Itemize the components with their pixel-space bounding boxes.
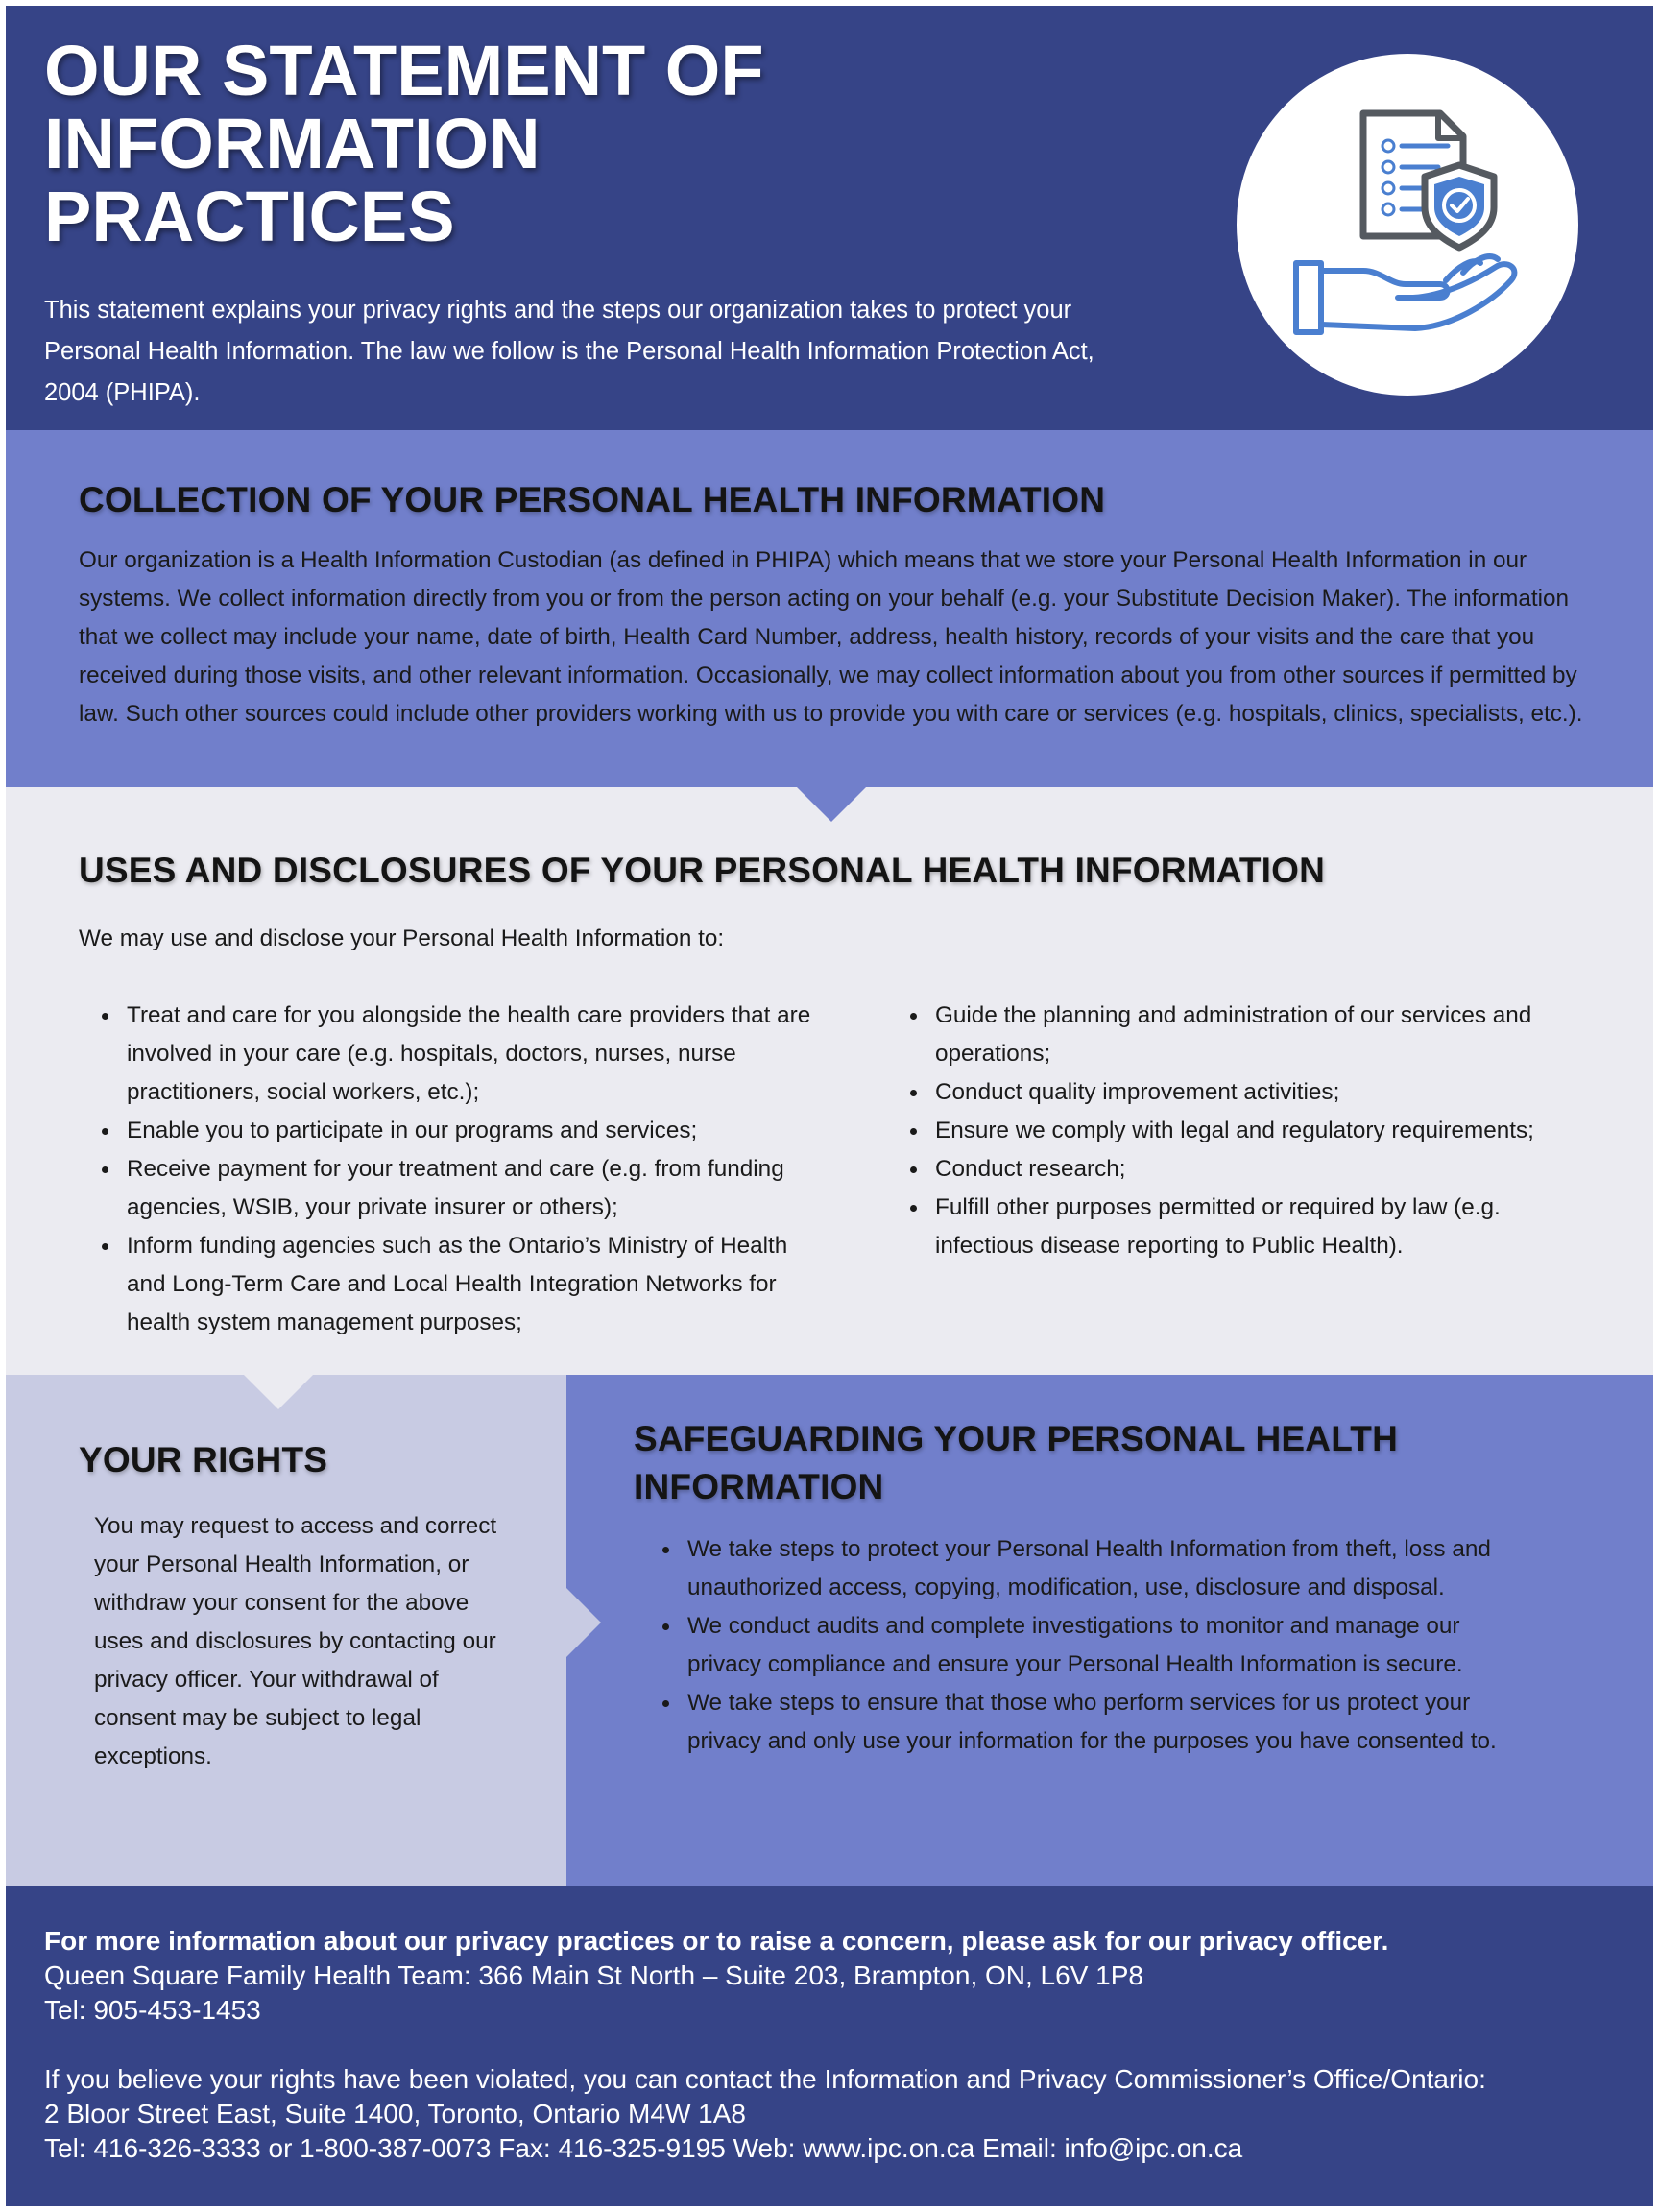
contact-footer [6, 1886, 1653, 2206]
uses-section [6, 787, 1653, 1375]
section-divider-arrow [566, 1588, 601, 1657]
uses-heading: USES AND DISCLOSURES OF YOUR PERSONAL HEALTH INFORMATION [79, 851, 1326, 890]
list-item: Treat and care for you alongside the health care providers that are involved in your care (e.g. hospitals, doctors, nurses, nurse practitioners, social workers, etc.); [98, 997, 818, 1112]
collection-section [6, 430, 1653, 787]
section-divider-arrow [797, 787, 866, 822]
uses-list-left [98, 997, 818, 1342]
uses-list-right [906, 997, 1598, 1265]
safeguarding-list [659, 1530, 1523, 1761]
rights-body: You may request to access and correct your Personal Health Information, or withdraw your consent for the above uses and disclosures by contacting our privacy officer. Your withdrawal of consent may be subject to legal exceptions. [94, 1513, 497, 1769]
list-item: Receive payment for your treatment and care (e.g. from funding agencies, WSIB, your private insurer or others); [98, 1150, 818, 1227]
checklist-icon [1382, 140, 1394, 215]
safeguarding-heading: SAFEGUARDING YOUR PERSONAL HEALTH INFORMATION [634, 1419, 1398, 1506]
footer-lead: For more information about our privacy practices or to raise a concern, please ask for our privacy officer. [44, 1926, 1389, 1956]
page-title: OUR STATEMENT OF INFORMATION PRACTICES [44, 31, 764, 256]
hand-icon [1321, 264, 1514, 328]
list-item: We take steps to protect your Personal Health Information from theft, loss and unauthorized access, copying, modification, use, disclosure and disposal. [659, 1530, 1523, 1607]
document-shield-hand-icon [1237, 54, 1578, 396]
collection-body: Our organization is a Health Information Custodian (as defined in PHIPA) which means that we store your Personal Health Information in our systems. We collect information directly from you or from the person acting on your behalf (e.g. your Substitute Decision Maker). The information that we collect may include your name, date of birth, Health Card Number, address, health history, records of your visits and the care that you received during those visits, and other relevant information. Occasionally, we may collect information about you from other sources if permitted by law. Such other sources could include other providers working with us to provide you with care or services (e.g. hospitals, clinics, specialists, etc.). [79, 547, 1583, 727]
list-item: Conduct quality improvement activities; [906, 1073, 1598, 1112]
safeguarding-section [566, 1375, 1653, 1886]
ipc-address: 2 Bloor Street East, Suite 1400, Toronto, Ontario M4W 1A8 [44, 2099, 746, 2128]
footer-spacer [44, 2028, 1628, 2062]
intro-text: This statement explains your privacy rights and the steps our organization takes to protect your Personal Health Information. The law we follow is the Personal Health Information Protection Act, 2004 (PHIPA). [44, 297, 1094, 406]
privacy-statement-page [6, 6, 1653, 2206]
org-address: Queen Square Family Health Team: 366 Main St North – Suite 203, Brampton, ON, L6V 1P8 [44, 1960, 1143, 1990]
hand-cuff [1296, 263, 1321, 332]
list-item: Conduct research; [906, 1150, 1598, 1189]
list-item: Fulfill other purposes permitted or required by law (e.g. infectious disease reporting to Public Health). [906, 1189, 1598, 1265]
collection-heading: COLLECTION OF YOUR PERSONAL HEALTH INFORMATION [79, 480, 1106, 519]
list-item: Enable you to participate in our programs and services; [98, 1112, 818, 1150]
header-icon-circle [1237, 54, 1578, 396]
list-item: Inform funding agencies such as the Ontario’s Ministry of Health and Long-Term Care and Local Health Integration Networks for health system management purposes; [98, 1227, 818, 1342]
list-item: We conduct audits and complete investigations to monitor and manage our privacy compliance and ensure your Personal Health Information is secure. [659, 1607, 1523, 1684]
section-divider-arrow [244, 1375, 313, 1409]
list-item: Ensure we comply with legal and regulatory requirements; [906, 1112, 1598, 1150]
ipc-intro: If you believe your rights have been violated, you can contact the Information and Privacy Commissioner’s Office/Ontario: [44, 2064, 1486, 2094]
rights-heading: YOUR RIGHTS [79, 1440, 328, 1479]
list-item: Guide the planning and administration of our services and operations; [906, 997, 1598, 1073]
org-phone: Tel: 905-453-1453 [44, 1995, 261, 2025]
uses-intro: We may use and disclose your Personal Health Information to: [79, 926, 725, 951]
ipc-contact: Tel: 416-326-3333 or 1-800-387-0073 Fax: 416-325-9195 Web: www.ipc.on.ca Email: info@ipc.on.ca [44, 2133, 1243, 2163]
rights-section [6, 1375, 566, 1886]
header-banner [6, 6, 1653, 430]
list-item: We take steps to ensure that those who perform services for us protect your privacy and only use your information for the purposes you have consented to. [659, 1684, 1523, 1761]
